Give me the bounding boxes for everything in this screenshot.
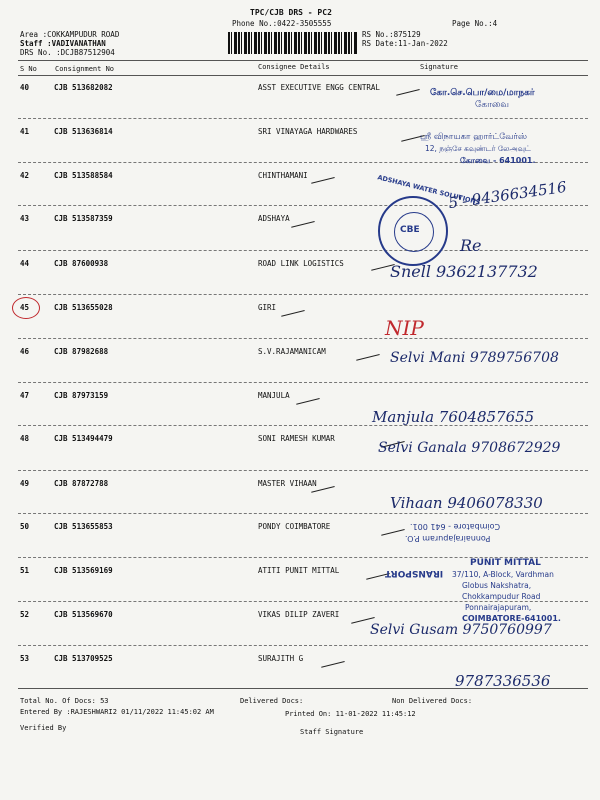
- row-consignee: ADSHAYA: [258, 214, 290, 223]
- row-sno: 51: [20, 566, 30, 575]
- stamp-hardware-line2: 12, நஞ்சே கவுண்டர் லேஅவுட்: [425, 144, 531, 153]
- col-consignment: Consignment No: [55, 65, 115, 73]
- entered-by: Entered By :RAJESHWARI2 01/11/2022 11:45:02 AM: [20, 708, 214, 716]
- drs-number: DRS No. :DCJB87512904: [20, 48, 115, 57]
- rs-date: RS Date:11-Jan-2022: [362, 39, 448, 48]
- row-consignment: CJB 513655853: [54, 522, 113, 531]
- row-consignee: CHINTHAMANI: [258, 171, 308, 180]
- stamp-hardware-line3: கோவை - 641001.: [460, 156, 536, 165]
- verified-by: Verified By: [20, 724, 67, 732]
- row-sno: 44: [20, 259, 30, 268]
- row-consignment: CJB 513709525: [54, 654, 113, 663]
- row-consignee: PONDY COIMBATORE: [258, 522, 331, 531]
- stamp-mittal-line5: Ponnairajapuram,: [465, 603, 532, 612]
- row-sno: 52: [20, 610, 30, 619]
- row-sno: 40: [20, 83, 30, 92]
- row-consignment: CJB 513636814: [54, 127, 113, 136]
- stamp-hardware-line1: ஸ்ரீ விநாயகா ஹார்ட்வேர்ஸ்: [420, 132, 527, 142]
- delivered-docs: Delivered Docs:: [240, 697, 304, 705]
- row-consignee: VIKAS DILIP ZAVERI: [258, 610, 340, 619]
- row-consignee: ROAD LINK LOGISTICS: [258, 259, 344, 268]
- row-consignment: CJB 513587359: [54, 214, 113, 223]
- row-consignee: GIRI: [258, 303, 277, 312]
- staff-label: Staff :VADIVANATHAN: [20, 39, 106, 48]
- row-sno: 50: [20, 522, 30, 531]
- handwritten-row49: Vihaan 9406078330: [390, 494, 543, 512]
- row-sno: 46: [20, 347, 30, 356]
- row-consignment: CJB 87982688: [54, 347, 109, 356]
- handwritten-row43: Re: [460, 236, 482, 255]
- rs-number: RS No.:875129: [362, 30, 421, 39]
- row-consignee: S.V.RAJAMANICAM: [258, 347, 326, 356]
- row-consignee: ATITI PUNIT MITTAL: [258, 566, 340, 575]
- row-sno: 42: [20, 171, 30, 180]
- row-sno: 53: [20, 654, 30, 663]
- seal-center-text: CBE: [400, 225, 420, 235]
- row-consignee: MASTER VIHAAN: [258, 479, 317, 488]
- non-delivered-docs: Non Delivered Docs:: [392, 697, 473, 705]
- row-consignment: CJB 87973159: [54, 391, 109, 400]
- stamp-office-line1: கோ.செ.பொ/மை/மாநகர்: [430, 88, 535, 98]
- stamp-mittal-line3: Globus Nakshatra,: [462, 581, 532, 590]
- handwritten-row42: 5'- 9436634516: [447, 177, 568, 213]
- row-consignee: MANJULA: [258, 391, 290, 400]
- page-number: Page No.:4: [452, 19, 498, 28]
- row-consignment: CJB 513569169: [54, 566, 113, 575]
- row-consignment: CJB 87600938: [54, 259, 109, 268]
- row-sno: 49: [20, 479, 30, 488]
- barcode: [228, 32, 358, 54]
- stamp-transport-line3: IRANSPORT: [385, 568, 444, 578]
- row-consignment: CJB 513588584: [54, 171, 113, 180]
- stamp-transport-line2: Ponnairajapuram P.O.: [405, 534, 491, 543]
- row-consignment: CJB 513682082: [54, 83, 113, 92]
- row-sno: 41: [20, 127, 30, 136]
- stamp-transport-line1: Coimbatore - 641 001.: [410, 522, 501, 531]
- row-sno: 45: [20, 303, 30, 312]
- row-consignment: CJB 513494479: [54, 434, 113, 443]
- stamp-office-line2: கோவை: [475, 100, 509, 110]
- row-consignee: SONI RAMESH KUMAR: [258, 434, 335, 443]
- row-consignment: CJB 513569670: [54, 610, 113, 619]
- row-consignee: SURAJITH G: [258, 654, 304, 663]
- handwritten-row53: 9787336536: [455, 672, 551, 690]
- handwritten-row46: Selvi Mani 9789756708: [390, 350, 559, 366]
- row-consignee: SRI VINAYAGA HARDWARES: [258, 127, 358, 136]
- col-signature: Signature: [420, 63, 458, 71]
- printed-on: Printed On: 11-01-2022 11:45:12: [285, 710, 416, 718]
- stamp-mittal-line6: COIMBATORE-641001.: [462, 614, 561, 623]
- row-sno: 43: [20, 214, 30, 223]
- area-label: Area :COKKAMPUDUR ROAD: [20, 30, 120, 39]
- row-consignment: CJB 513655028: [54, 303, 113, 312]
- seal-ring-text: ADSHAYA WATER SOLUTIONS: [376, 173, 482, 207]
- phone-number: Phone No.:0422-3505555: [232, 19, 332, 28]
- row-consignment: CJB 87872788: [54, 479, 109, 488]
- document-title: TPC/CJB DRS - PC2: [250, 8, 332, 17]
- row-sno: 47: [20, 391, 30, 400]
- handwritten-row45: NIP: [385, 316, 424, 340]
- staff-signature: Staff Signature: [300, 728, 364, 736]
- row-consignee: ASST EXECUTIVE ENGG CENTRAL: [258, 83, 380, 92]
- col-consignee: Consignee Details: [258, 63, 330, 71]
- col-sno: S No: [20, 65, 37, 73]
- handwritten-row48: Selvi Ganala 9708672929: [378, 440, 561, 456]
- stamp-mittal-line4: Chokkampudur Road: [462, 592, 541, 601]
- stamp-mittal-line1: PUNIT MITTAL: [470, 558, 541, 568]
- handwritten-row44: Snell 9362137732: [390, 262, 538, 281]
- red-circle-mark: [12, 297, 40, 319]
- handwritten-row47: Manjula 7604857655: [372, 408, 535, 426]
- row-sno: 48: [20, 434, 30, 443]
- stamp-mittal-line2: 37/110, A-Block, Vardhman: [452, 570, 554, 579]
- total-docs: Total No. Of Docs: 53: [20, 697, 109, 705]
- handwritten-row52: Selvi Gusam 9750760997: [370, 622, 552, 638]
